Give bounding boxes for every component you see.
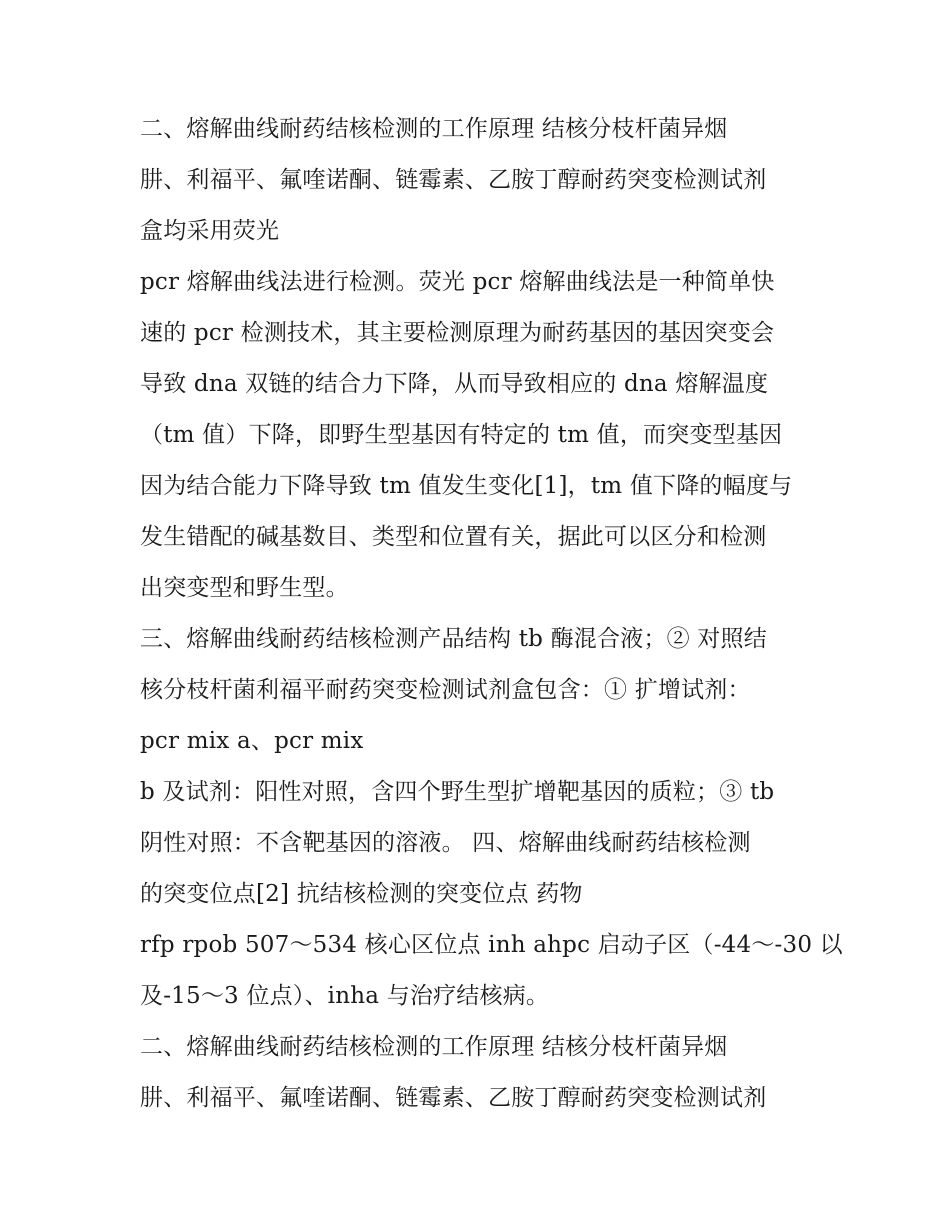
text-line: 二、熔解曲线耐药结核检测的工作原理 结核分枝杆菌异烟	[140, 116, 728, 142]
text-line: b 及试剂：阳性对照，含四个野生型扩增靶基因的质粒；③ tb	[140, 779, 775, 805]
text-line: rfp rpob 507～534 核心区位点 inh ahpc 启动子区（-44～-30 以	[140, 932, 843, 958]
text-line: 肼、利福平、氟喹诺酮、链霉素、乙胺丁醇耐药突变检测试剂	[140, 1085, 767, 1111]
text-line: 出突变型和野生型。	[140, 575, 349, 601]
text-line: 及-15～3 位点）、inha 与治疗结核病。	[140, 983, 550, 1009]
text-line: （tm 值）下降，即野生型基因有特定的 tm 值，而突变型基因	[140, 422, 783, 448]
text-line: 二、熔解曲线耐药结核检测的工作原理 结核分枝杆菌异烟	[140, 1034, 728, 1060]
text-line: 三、熔解曲线耐药结核检测产品结构 tb 酶混合液；② 对照结	[140, 626, 767, 652]
text-line: 因为结合能力下降导致 tm 值发生变化[1]，tm 值下降的幅度与	[140, 473, 793, 499]
text-line: 盒均采用荧光	[140, 218, 280, 244]
text-line: 的突变位点[2] 抗结核检测的突变位点 药物	[140, 881, 583, 907]
text-line: 发生错配的碱基数目、类型和位置有关，据此可以区分和检测	[140, 524, 767, 550]
text-line: 阴性对照：不含靶基因的溶液。 四、熔解曲线耐药结核检测	[140, 830, 751, 856]
text-line: pcr mix a、pcr mix	[140, 728, 364, 754]
text-line: 核分枝杆菌利福平耐药突变检测试剂盒包含：① 扩增试剂：	[140, 677, 751, 703]
text-line: 肼、利福平、氟喹诺酮、链霉素、乙胺丁醇耐药突变检测试剂	[140, 167, 767, 193]
text-line: 速的 pcr 检测技术，其主要检测原理为耐药基因的基因突变会	[140, 320, 775, 346]
text-line: 导致 dna 双链的结合力下降，从而导致相应的 dna 熔解温度	[140, 371, 769, 397]
document-body	[140, 104, 843, 1124]
text-line: pcr 熔解曲线法进行检测。荧光 pcr 熔解曲线法是一种简单快	[140, 269, 775, 295]
